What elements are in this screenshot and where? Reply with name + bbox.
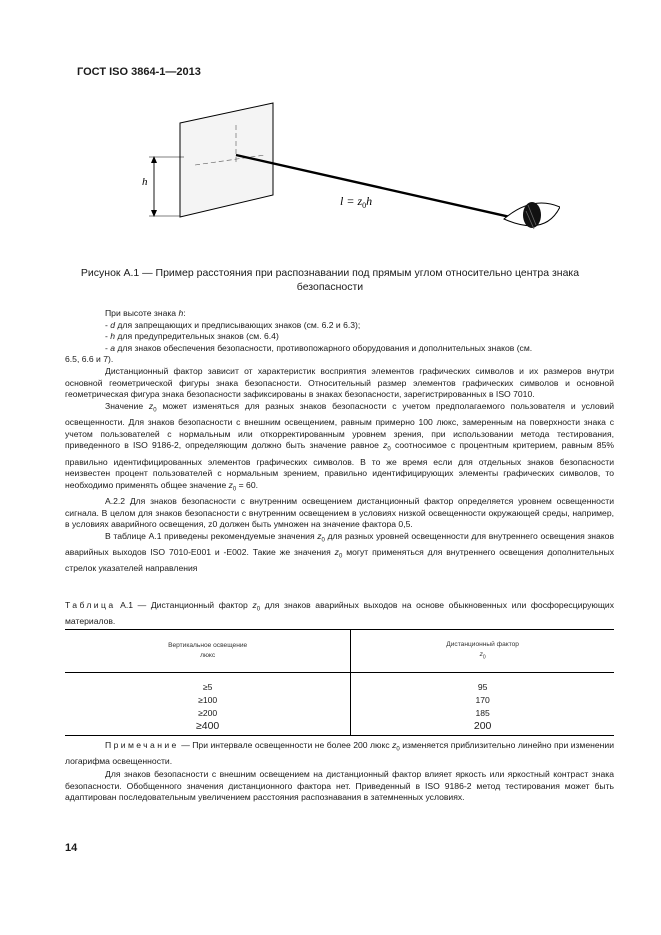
table-note: Примечание — При интервале освещенности не более 200 люкс $z_0$ изменяется приблизительно линейно при изменении логарифма освещенности. [65,740,614,767]
table-header-illumination: Вертикальное освещение люкс [65,630,351,673]
distance-formula: $l = z_0h$ [340,194,373,210]
table-row [65,673,614,736]
height-list [65,308,614,366]
table-header-factor: Дистанционный фактор $z_0$ [351,630,614,673]
page-number: 14 [65,842,78,854]
final-paragraph: Для знаков безопасности с внешним освещением на дистанционный фактор влияет яркость или яркостный контраст знака безопасности. Обобщенного значения дистанционного фактора нет. Приведенный в ISO 9186-2 метод тестирования может быть адаптирован последовательным увеличением расстояния распознавания в затемненных условиях. [65,769,614,803]
paragraph-4: В таблице А.1 приведены рекомендуемые значения $z_0$ для разных уровней освещенности для внутреннего освещения знаков аварийных выходов ISO 7010-Е001 и -Е002. Такие же значения $z_0$ могут применяться для внутреннего освещения дополнительных стрелок указателей направления [65,530,615,574]
paragraph-1: Дистанционный фактор зависит от характеристик восприятия элементов графических символов и их размеров внутри основной геометрической фигуры знака безопасности. Относительный размер элементов графических символов и основной геометрическая фигура знака безопасности зафиксированы в знаках безопасности, зарегистрированных в ISO 7010. [65,365,614,400]
eye-icon [504,202,560,229]
body-text [65,308,614,575]
height-label: h [142,176,148,188]
paragraph-2: Значение $z_0$ может изменяться для разных знаков безопасности с учетом предполагаемого пользователя и условий освещенности. Для знаков безопасности с внешним освещением, равным примерно 100 люкс, замеренным на поверхности знака с учетом пользователей с нормальным или откорректированным уровнем зрения, при использовании метода тестирования, приведенного в ISO 9186-2, определяющим должно быть значение равное $z_0$ соотносимое с процентным критерием, равным 85% правильно идентифицированных элементов графических символов. В то же время если для отдельных знаков безопасности неизвестен процент пользователей с нормальным зрением, правильно идентифицирующих элементы графических символов, то необходимо применять общее значение $z_0 = 60$. [65,400,615,493]
figure-caption: Рисунок А.1 — Пример расстояния при распознавании под прямым углом относительно центра знака безопасности [80,267,580,293]
table-cell-factor-column: 95 170 185 200 [351,673,614,736]
sight-line [236,155,510,217]
paragraph-3: А.2.2 Для знаков безопасности с внутренним освещением дистанционный фактор определяется уровнем освещенности сигнала. В целом для знаков безопасности с внутренним освещением в условиях низкой освещенности окружающей среды, например, в условиях аварийного освещения, z0 должен быть умножен на значение фактора 0,5. [65,496,614,530]
table-cell-lux-column: ≥5 ≥100 ≥200 ≥400 [65,673,351,736]
distance-factor-table [65,629,614,736]
document-header: ГОСТ ISO 3864-1—2013 [77,66,201,78]
figure-a1-diagram [140,95,560,245]
list-item-a: - a для знаков обеспечения безопасности, противопожарного оборудования и дополнительных знаков (см. [105,342,533,353]
list-item-d: - d для запрещающих и предписывающих знаков (см. 6.2 и 6.3); [105,319,361,330]
height-intro: При высоте знака h: [105,308,186,318]
list-item-h: - h для предупредительных знаков (см. 6.4) [105,331,279,342]
table-title: Таблица А.1 — Дистанционный фактор $z_0$ для знаков аварийных выходов на основе обыкновенных или фосфоресцирующих материалов. [65,600,615,627]
list-item-a-cont: 6.5, 6.6 и 7). [65,354,114,365]
